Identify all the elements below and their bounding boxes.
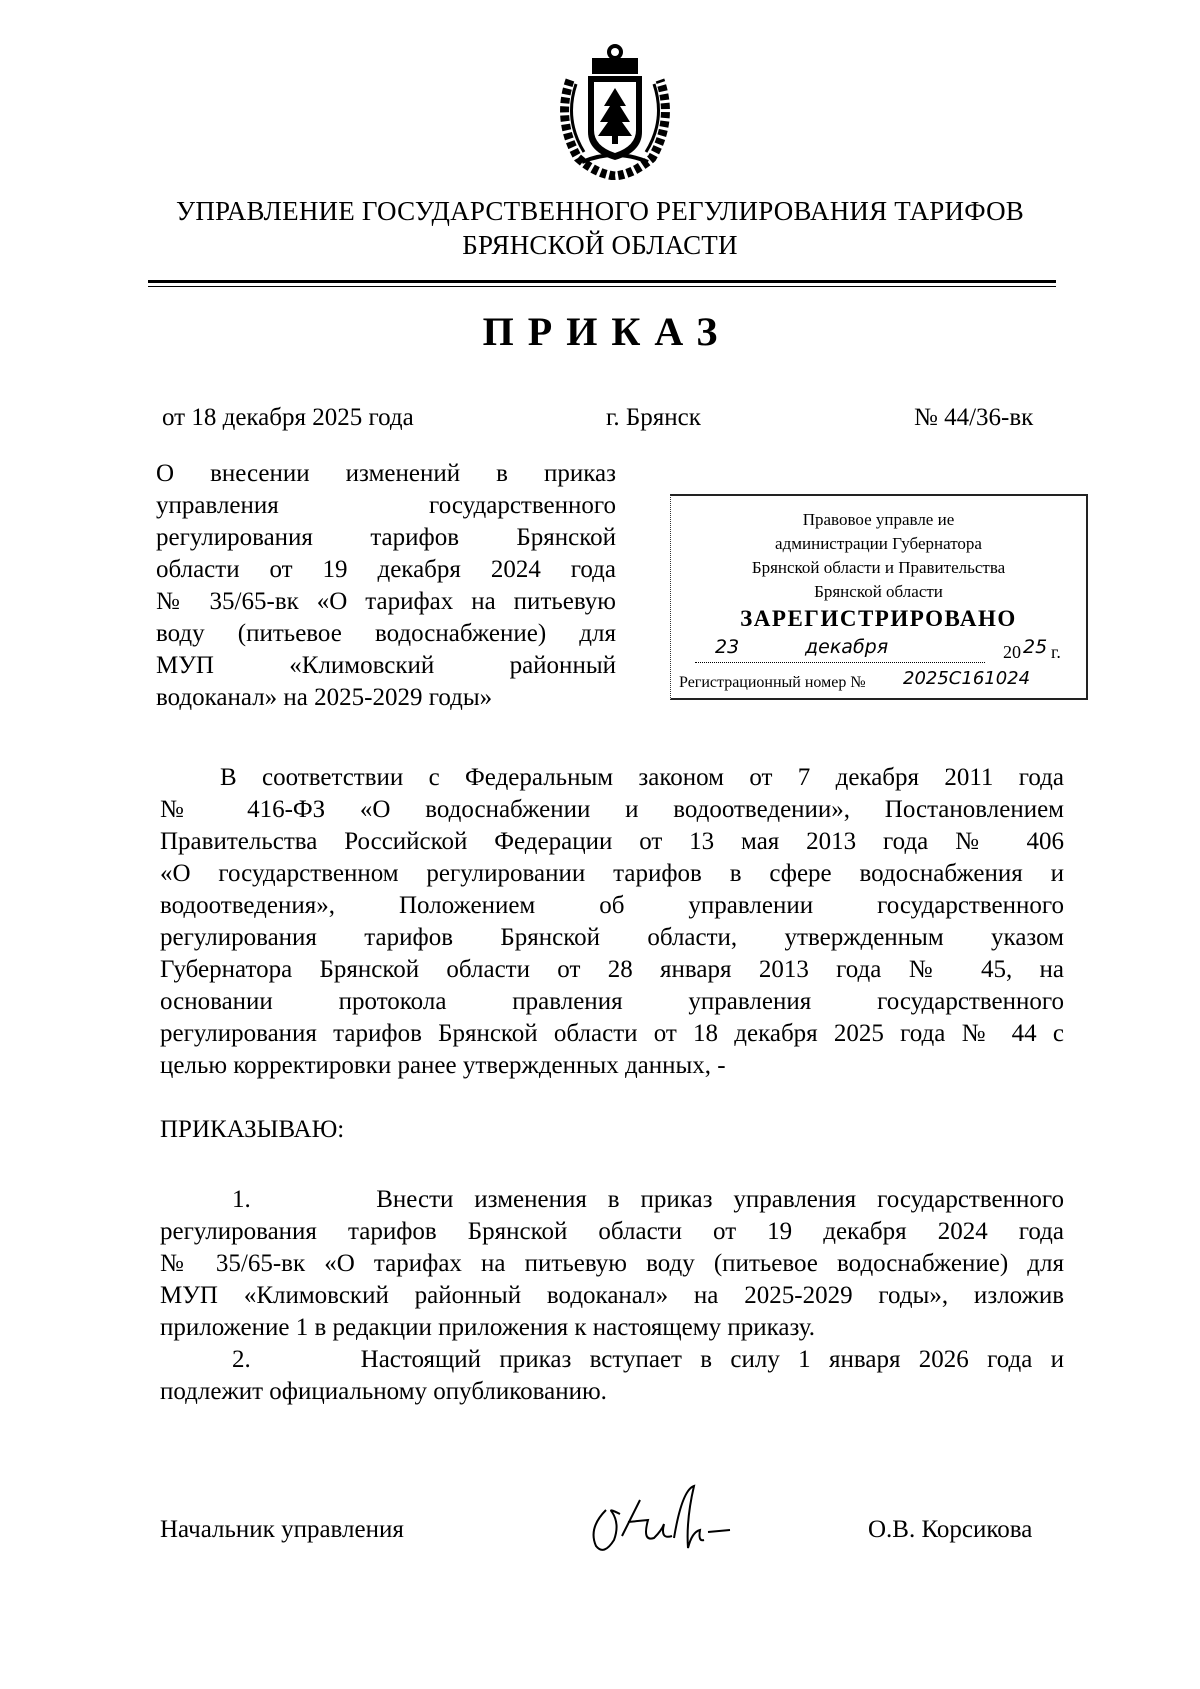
item1-line: приложение 1 в редакции приложения к настоящему приказу. [160, 1314, 816, 1341]
signatory-name: О.В. Корсикова [868, 1516, 1033, 1543]
subject-line: О внесении изменений в приказ [156, 460, 616, 487]
item1-line: МУП «Климовский районный водоканал» на 2025-2029 годы», изложив [160, 1282, 1064, 1309]
item1-line: № 35/65-вк «О тарифах на питьевую воду (питьевое водоснабжение) для [160, 1250, 1064, 1277]
handwritten-signature [582, 1480, 752, 1570]
preamble-line: целью корректировки ранее утвержденных данных, - [160, 1052, 726, 1079]
order-item-2 [160, 1344, 1064, 1408]
stamp-line1: Правовое управле ие [802, 510, 955, 529]
preamble-paragraph [160, 762, 1064, 1082]
stamp-date-underline [695, 662, 985, 663]
subject-line: регулирования тарифов Брянской [156, 524, 616, 551]
order-city: г. Брянск [606, 404, 701, 431]
stamp-day: 23 [715, 636, 740, 658]
header-rule-thick [148, 280, 1056, 283]
order-number: № 44/36-вк [914, 404, 1034, 431]
order-item-1 [160, 1184, 1064, 1344]
stamp-reg-row [679, 670, 1079, 696]
preamble-line: «О государственном регулировании тарифов в сфере водоснабжения и [160, 860, 1064, 887]
stamp-date-row [685, 636, 1075, 668]
stamp-month: декабря [805, 636, 889, 658]
order-subject [156, 458, 616, 714]
stamp-reg-label: Регистрационный номер № [679, 674, 866, 691]
subject-line: управления государственного [156, 492, 616, 519]
order-date: от 18 декабря 2025 года [162, 404, 414, 431]
signatory-position: Начальник управления [160, 1516, 404, 1543]
stamp-reg-number: 2025С161024 [903, 668, 1031, 689]
stamp-year-suffix: 25 [1023, 636, 1048, 658]
preamble-line: В соответствии с Федеральным законом от 7 декабря 2011 года [220, 764, 1064, 791]
header-rule-thin [148, 286, 1056, 287]
preamble-line: Губернатора Брянской области от 28 января 2013 года № 45, на [160, 956, 1064, 983]
item1-line: регулирования тарифов Брянской области от 19 декабря 2024 года [160, 1218, 1064, 1245]
registration-stamp [670, 494, 1088, 700]
preamble-line: Правительства Российской Федерации от 13 мая 2013 года № 406 [160, 828, 1064, 855]
stamp-line4: Брянской области [814, 582, 943, 601]
coat-of-arms-icon [552, 40, 678, 180]
item2-line: 2. Настоящий приказ вступает в силу 1 января 2026 года и [232, 1346, 1064, 1373]
stamp-registered: ЗАРЕГИСТРИРОВАНО [740, 606, 1017, 631]
stamp-line2: администрации Губернатора [775, 534, 982, 553]
preamble-line: основании протокола правления управления государственного [160, 988, 1064, 1015]
stamp-year-end: г. [1051, 642, 1061, 662]
preamble-line: водоотведения», Положением об управлении государственного [160, 892, 1064, 919]
preamble-line: регулирования тарифов Брянской области, утвержденным указом [160, 924, 1064, 951]
item2-line: подлежит официальному опубликованию. [160, 1378, 607, 1405]
subject-line: воду (питьевое водоснабжение) для [156, 620, 616, 647]
subject-line: № 35/65-вк «О тарифах на питьевую [156, 588, 616, 615]
org-name-line2: БРЯНСКОЙ ОБЛАСТИ [462, 230, 738, 260]
subject-line: водоканал» на 2025-2029 годы» [156, 684, 493, 711]
preamble-line: регулирования тарифов Брянской области от 18 декабря 2025 года № 44 с [160, 1020, 1064, 1047]
stamp-year-prefix: 20 [1003, 642, 1021, 662]
order-word: ПРИКАЗЫВАЮ: [160, 1116, 345, 1143]
stamp-line3: Брянской области и Правительства [751, 558, 1006, 577]
item1-line: 1. Внести изменения в приказ управления государственного [232, 1186, 1064, 1213]
preamble-line: № 416-ФЗ «О водоснабжении и водоотведении», Постановлением [160, 796, 1064, 823]
org-name-line1: УПРАВЛЕНИЕ ГОСУДАРСТВЕННОГО РЕГУЛИРОВАНИЯ ТАРИФОВ [176, 196, 1024, 226]
subject-line: МУП «Климовский районный [156, 652, 616, 679]
subject-line: области от 19 декабря 2024 года [156, 556, 616, 583]
document-title: ПРИКАЗ [482, 309, 732, 354]
